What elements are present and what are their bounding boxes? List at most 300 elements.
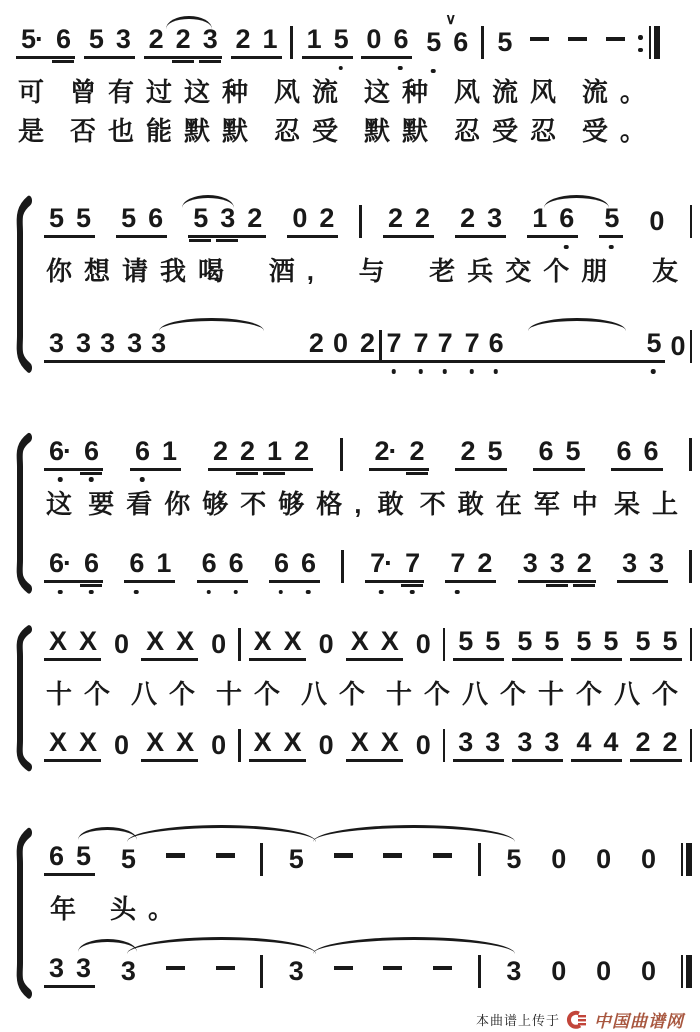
note: 6 — [135, 438, 149, 465]
beat-group — [208, 435, 313, 471]
sixteenth-underline — [52, 60, 74, 63]
voice-row-upper — [42, 825, 694, 893]
beat-group — [206, 729, 230, 762]
low-octave-dot — [233, 590, 238, 595]
dash-glyph — [166, 966, 185, 971]
beat-group — [329, 853, 358, 876]
note: 7 — [405, 550, 419, 577]
dash-glyph — [334, 853, 353, 858]
bar-line — [290, 26, 293, 59]
note: 5 — [88, 24, 103, 54]
note: 6 — [274, 550, 288, 577]
lyric-chunk: 老兵交个朋 — [429, 256, 620, 286]
dash-glyph — [383, 853, 402, 858]
beat-group — [636, 958, 660, 988]
note: 6 — [489, 330, 503, 357]
dash-note — [216, 853, 235, 873]
beat-group — [492, 29, 516, 59]
barline — [238, 729, 241, 762]
lyric-chunk: 敢 — [377, 488, 416, 519]
voice-row-lower — [42, 542, 694, 600]
note: 1 — [262, 24, 277, 54]
note: 2 — [294, 435, 309, 466]
note: 3 — [115, 24, 130, 54]
note: 3 — [76, 327, 91, 358]
dash-glyph — [433, 966, 452, 971]
sixteenth-underline — [80, 584, 102, 587]
x-note: X — [176, 726, 194, 757]
final-barline — [681, 843, 692, 876]
rest-note: 0 — [640, 843, 656, 874]
note: 1 — [162, 435, 177, 466]
beat-group — [512, 628, 563, 661]
note: 2 — [235, 24, 250, 54]
thin-bar — [681, 843, 684, 876]
x-note: X — [283, 726, 301, 757]
beat-group — [365, 550, 424, 583]
rest-note: 0 — [114, 729, 129, 760]
note: 3 — [127, 327, 142, 358]
lyric-chunk: 八个 — [130, 679, 207, 709]
lyrics-line — [42, 893, 694, 926]
system-bracket-icon — [12, 199, 32, 370]
rest-note: 0 — [114, 629, 129, 659]
low-octave-dot — [89, 590, 94, 595]
rest-note: 0 — [640, 956, 656, 986]
barline — [478, 955, 481, 988]
repeat-dots — [638, 35, 643, 52]
slur-arc — [544, 195, 609, 208]
note: 2 — [662, 726, 677, 757]
beat-group — [16, 26, 75, 59]
dash-glyph — [530, 37, 549, 42]
barline — [478, 843, 481, 876]
note: 3 — [485, 726, 500, 757]
beat-group — [109, 729, 133, 762]
sixteenth-underline — [80, 472, 102, 475]
note: 5 — [576, 626, 591, 656]
note: 5 — [544, 626, 559, 656]
note: 6 — [643, 435, 658, 466]
note: 2 — [359, 327, 375, 358]
lyrics-line-verse-2 — [14, 115, 662, 148]
bar-line — [340, 438, 343, 471]
beat-group — [44, 726, 101, 762]
beat-group — [346, 628, 403, 661]
beat-group — [630, 726, 681, 762]
note: 7 — [387, 330, 401, 357]
beat-group — [525, 37, 554, 60]
barline — [359, 205, 362, 238]
rest-note: 0 — [332, 327, 347, 358]
lyric-chunk: 忍受 — [273, 115, 350, 146]
note: 5 — [646, 330, 660, 357]
beat-group — [428, 966, 457, 989]
thick-bar — [654, 26, 660, 59]
note: 2· — [374, 435, 397, 466]
beat-group — [284, 958, 308, 988]
note: 3 — [544, 726, 559, 757]
note: 5· — [21, 24, 44, 54]
sixteenth-underline — [236, 472, 258, 475]
rest-note: 0 — [211, 629, 226, 659]
beat-group — [124, 550, 175, 583]
note: 6 — [148, 203, 163, 233]
slur-arc — [528, 318, 626, 331]
bar-line — [359, 205, 362, 238]
note: 3 — [49, 953, 64, 983]
note: 2 — [240, 438, 254, 465]
sixteenth-underline — [401, 584, 423, 587]
lyric-chunk: 否也能默默 — [69, 115, 260, 146]
note: 7 — [450, 550, 464, 577]
note: 6 — [129, 550, 143, 577]
note: 1 — [156, 548, 171, 578]
beat-group — [44, 955, 95, 988]
bar-line — [690, 729, 693, 762]
beat-group — [501, 843, 525, 876]
x-note: X — [350, 726, 368, 757]
lyric-chunk: 十个 — [46, 679, 123, 709]
beat-group — [95, 327, 146, 363]
dash-note — [383, 966, 402, 986]
beat-group — [433, 327, 484, 363]
note: 6 — [84, 438, 98, 465]
note: 3 — [220, 205, 234, 232]
note: 2 — [460, 203, 475, 233]
sixteenth-underline — [546, 584, 568, 587]
beat-group — [116, 843, 140, 876]
lyrics-line — [42, 488, 694, 521]
x-note: X — [176, 626, 194, 656]
lyric-chunk: 风流 — [273, 77, 350, 107]
system-bracket-icon — [12, 436, 32, 591]
x-note: X — [380, 726, 398, 757]
barline — [341, 550, 344, 583]
voice-row-upper — [42, 622, 694, 678]
beat-group — [109, 631, 133, 661]
voice-row-lower — [42, 723, 694, 779]
beat-group — [144, 26, 222, 59]
note: 6 — [229, 550, 243, 577]
dash-glyph — [216, 966, 235, 971]
beat-group — [314, 631, 338, 661]
note: 3 — [203, 26, 217, 53]
low-octave-dot — [469, 369, 474, 374]
beat-group — [249, 628, 306, 661]
bar-line — [689, 438, 692, 471]
bar-line — [443, 729, 446, 762]
note: 6· — [49, 438, 71, 465]
lyric-chunk: 默默 — [363, 115, 440, 146]
x-note: X — [49, 726, 67, 757]
repeat-end-barline — [638, 26, 660, 59]
beat-group — [455, 205, 506, 238]
beat-group — [206, 631, 230, 661]
slur-arc — [166, 16, 211, 29]
system-1 — [12, 11, 694, 147]
beat-group — [141, 726, 198, 762]
beat-group — [382, 327, 433, 363]
note: 2 — [176, 26, 190, 53]
beat-group — [563, 37, 592, 60]
x-note: X — [79, 726, 97, 757]
lyric-chunk: 与 — [358, 256, 397, 286]
rest-note: 0 — [596, 956, 611, 986]
beat-group — [571, 628, 622, 661]
note: 2 — [148, 24, 163, 54]
x-note: X — [253, 726, 271, 757]
dash-note — [334, 853, 353, 873]
voice-row-lower — [42, 316, 694, 380]
beat-group — [44, 435, 103, 471]
beat-group — [546, 843, 570, 876]
bar-line — [478, 955, 481, 988]
beat-group — [484, 327, 666, 363]
beat-group — [197, 550, 248, 583]
slur-arc — [159, 318, 263, 331]
note: 5 — [121, 203, 136, 233]
beat-group — [617, 550, 668, 583]
note: 6 — [616, 435, 631, 466]
lyric-chunk: 受。 — [581, 115, 658, 146]
low-octave-dot — [455, 590, 460, 595]
note: 5 — [506, 843, 521, 874]
sixteenth-underline — [263, 472, 285, 475]
low-octave-dot — [58, 477, 63, 482]
beat-group — [44, 840, 95, 876]
beat-group — [527, 205, 578, 238]
system-bracket-icon — [12, 628, 32, 769]
barline — [689, 438, 692, 471]
lyric-chunk: 酒, — [268, 256, 326, 286]
dash-note — [433, 966, 452, 986]
low-octave-dot — [493, 369, 498, 374]
note: 5 — [49, 203, 64, 233]
dash-glyph — [568, 37, 587, 42]
bar-line — [689, 550, 692, 583]
x-note: X — [146, 726, 164, 757]
x-note: X — [146, 626, 164, 656]
barline — [481, 26, 484, 59]
voice-row-upper — [42, 193, 694, 255]
note: 2 — [410, 438, 424, 465]
lyric-chunk: 十个八个十个八个 — [385, 679, 690, 709]
note: 3 — [458, 726, 473, 757]
sixteenth-underline — [172, 60, 194, 63]
rest-note: 0 — [292, 203, 307, 233]
rest-note: 0 — [318, 629, 333, 659]
barline — [690, 205, 693, 238]
rest-note: 0 — [415, 729, 430, 760]
rest-note: 0 — [366, 24, 381, 54]
repeat-dot — [638, 35, 643, 40]
lyric-chunk: 你想请我喝 — [46, 256, 237, 286]
beat-group — [211, 853, 240, 876]
beat-group — [287, 205, 338, 238]
low-octave-dot — [58, 590, 63, 595]
beat-group — [378, 966, 407, 989]
rest-note: 0 — [551, 956, 566, 986]
note: 7· — [370, 550, 392, 577]
low-octave-dot — [391, 369, 396, 374]
note: 6 — [559, 205, 573, 232]
bar-line — [341, 550, 344, 583]
system-bracket-icon — [12, 831, 32, 996]
note: 5 — [288, 843, 303, 874]
lyric-chunk: 友 — [651, 256, 690, 286]
beat-group — [411, 631, 435, 661]
rest-note: 0 — [551, 843, 566, 874]
barline — [260, 843, 263, 876]
dash-glyph — [334, 966, 353, 971]
note: 2 — [212, 435, 228, 466]
lyric-chunk: 十个 — [215, 679, 292, 709]
beat-group — [44, 327, 95, 363]
lyric-chunk: 忍受忍 — [453, 115, 568, 146]
system-2 — [12, 193, 694, 380]
lyric-chunk: 呆上 — [613, 488, 690, 519]
dash-note — [166, 853, 185, 873]
low-octave-dot — [338, 66, 343, 71]
note: 5 — [635, 626, 650, 656]
beat-group — [378, 853, 407, 876]
beat-group — [369, 435, 428, 471]
barline — [690, 729, 693, 762]
note: 3 — [622, 548, 637, 578]
beat-group — [328, 327, 379, 363]
note: 6 — [538, 435, 553, 466]
low-octave-dot — [398, 66, 403, 71]
dash-note — [383, 853, 402, 873]
system-3 — [12, 430, 694, 601]
note: 6 — [393, 26, 407, 53]
beat-group — [591, 843, 615, 876]
slur-arc — [182, 195, 234, 208]
barline — [690, 628, 693, 661]
x-note: X — [49, 626, 67, 656]
barline — [443, 729, 446, 762]
note: 5 — [565, 435, 580, 466]
note: 5 — [603, 626, 618, 656]
note: 1 — [267, 438, 281, 465]
lyric-chunk: 这种 — [363, 77, 440, 107]
low-octave-dot — [431, 69, 436, 74]
beat-group — [84, 26, 135, 59]
beat-group — [188, 205, 266, 238]
sixteenth-underline — [216, 239, 238, 242]
thick-bar — [686, 955, 692, 988]
note: 6 — [49, 840, 64, 871]
beat-group — [453, 726, 504, 762]
lyrics-line-verse-1 — [14, 76, 662, 109]
low-octave-dot — [609, 245, 614, 250]
beat-group — [455, 435, 506, 471]
beat-group — [644, 208, 668, 238]
bar-line — [238, 729, 241, 762]
bar-line — [260, 843, 263, 876]
dash-note — [166, 966, 185, 986]
note: 3 — [506, 956, 521, 986]
beat-group — [512, 726, 563, 762]
beat-group — [546, 958, 570, 988]
note: 7 — [465, 330, 479, 357]
lyrics-line — [42, 255, 694, 288]
thin-bar — [649, 26, 652, 59]
low-octave-dot — [651, 369, 656, 374]
note: 5 — [662, 626, 677, 656]
low-octave-dot — [379, 590, 384, 595]
x-note: X — [283, 626, 301, 656]
system-4 — [12, 622, 694, 779]
beat-group — [284, 843, 308, 876]
beat-group — [249, 726, 306, 762]
site-logo-icon — [567, 1010, 587, 1030]
note: 6 — [56, 26, 70, 53]
note: 5 — [497, 27, 512, 57]
dash-glyph — [606, 37, 625, 42]
slur-arc — [127, 825, 316, 842]
voice-row-upper — [42, 430, 694, 488]
lyric-chunk: 不敢在军中 — [419, 488, 610, 519]
note: 5 — [487, 435, 502, 466]
sixteenth-underline — [189, 239, 211, 242]
footer-credit — [12, 1007, 694, 1032]
x-note: X — [79, 626, 97, 656]
beat-group — [116, 205, 167, 238]
beat-group — [636, 843, 660, 876]
note: 2 — [388, 203, 403, 233]
beat-group — [361, 26, 412, 59]
beat-group — [314, 729, 338, 762]
beat-group — [599, 205, 623, 238]
thin-bar — [681, 955, 684, 988]
lyric-chunk: 这 — [46, 488, 85, 519]
slur-arc — [313, 825, 515, 842]
note: 2 — [460, 435, 475, 466]
note: 2 — [635, 726, 650, 757]
beat-group — [591, 958, 615, 988]
slur-arc — [78, 827, 137, 840]
note: 2 — [477, 548, 492, 578]
lyric-chunk: 是 — [18, 115, 57, 146]
note: 6 — [84, 550, 98, 577]
beat-group — [601, 37, 630, 60]
note: 3 — [550, 550, 564, 577]
beat-group — [130, 435, 181, 471]
bar-line — [690, 205, 693, 238]
dash-glyph — [433, 853, 452, 858]
sixteenth-underline — [406, 472, 428, 475]
beat-group — [421, 11, 472, 59]
rest-note: 0 — [670, 330, 685, 361]
lyric-chunk: 风流风 — [453, 77, 568, 107]
note: 5 — [604, 205, 618, 232]
note: 2 — [308, 327, 323, 358]
note: 5 ∨ — [426, 29, 440, 56]
low-octave-dot — [279, 590, 284, 595]
beat-group — [269, 550, 320, 583]
dash-note — [530, 37, 549, 57]
beat-group — [161, 853, 190, 876]
bar-line — [443, 628, 446, 661]
note: 5 — [76, 840, 91, 871]
bar-line — [690, 628, 693, 661]
bar-line — [690, 330, 693, 363]
beat-group — [231, 26, 282, 59]
note: 2 — [247, 203, 262, 233]
x-note: X — [253, 626, 271, 656]
